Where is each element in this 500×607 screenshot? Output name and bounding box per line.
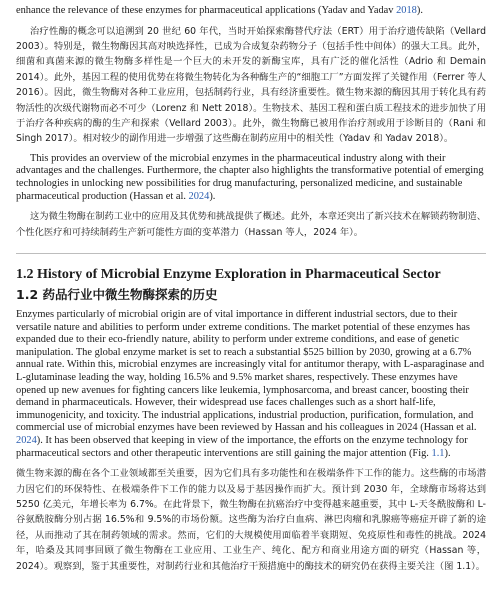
paragraph-zh-1: 治疗性酶的概念可以追溯到 20 世纪 60 年代，当时开始探索酶替代疗法（ERT）用于治疗遗传缺陷（Vellard 2003）。特别是，微生物酶因其高对映选择性，已成为合成复杂药物分子（包括手性中间体）的强大工具。此外，细菌和真菌来源的微生物酶多样性是一个巨大的未开发的新酶宝库，具有广泛的催化活性（Adrio 和 Demain 2014）。此外，基因工程的使用优势在将微生物转化为各种酶生产的“细胞工厂”方面发挥了关键作用（Ferrer 等人 2016）。因此，微生物酶对各种工业应用，包括制药行业，具有经济重要性。微生物来源的酶因其用于转化具有药物活性的次级代谢物而必不可少（Lorenz 和 Nett 2018）。生物技术、基因工程和蛋白质工程技术的进步加快了用于治疗各种疾病的酶的生产和探索（Vellard 2003）。此外，微生物酶已被用作治疗剂或用于诊断目的（Rani 和 Singh 2017）。相对较少的副作用进一步增强了这些酶在制药应用中的相关性（Yadav 和 Yadav 2018）。 — [16, 25, 486, 145]
section-heading-en: 1.2 History of Microbial Enzyme Exploration in Pharmaceutical Sector — [16, 267, 441, 283]
figure-link[interactable]: 1.1 — [431, 447, 445, 459]
paragraph-text-mid: ). It has been observed that keeping in view of the importance, the efforts on the enzyme technology for pharmaceutical sectors and other therapeutic interventions are still gaining the major attention (Fig. — [16, 434, 468, 459]
section-divider — [16, 253, 486, 254]
paragraph-text-end: ). — [209, 190, 216, 202]
paragraph-en-top — [16, 5, 486, 18]
citation-link[interactable]: 2024 — [16, 434, 37, 446]
paragraph-text-end: ). — [444, 447, 451, 459]
paragraph-text: enhance the relevance of these enzymes for pharmaceutical applications (Yadav and Yadav — [16, 5, 397, 16]
paragraph-zh-2: 这为微生物酶在制药工业中的应用及其优势和挑战提供了概述。此外，本章还突出了新兴技术在解锁药物制造、个性化医疗和可持续制药生产新可能性方面的变革潜力（Hassan 等人，2024 年）。 — [16, 211, 486, 238]
paragraph-text: Enzymes particularly of microbial origin are of vital importance in different industrial sectors, due to their versatile nature and abilities to perform under extreme conditions. The market potential of these enzymes has expanded due to their eco-friendly nature, ability to perform under extreme conditions, and ease of genetic manipulation. The global enzyme market is set to reach a substantial $525 billion by 2030, growing at a 6.7% annual rate. Within this, microbial enzymes are increasingly vital for antitumor therapy, with L-asparaginase and L-glutaminase leading the way, holding 16.5% and 9.5% market shares, respectively. These enzymes have opened up new avenues for fighting cancers like leukemia, lymphosarcoma, and breast cancer, boosting their demand in pharmaceuticals. However, their widespread use faces challenges such as a short half-life, immunogenicity, and toxicity. The industrial applications, industrial production, purification, formulation, and commercial use of microbial enzymes have been reviewed by Hassan and his colleagues in 2024 (Hassan et al. — [16, 309, 485, 434]
paragraph-text: This provides an overview of the microbial enzymes in the pharmaceutical industry along with their advantages and the challenges. Furthermore, the chapter also highlights the transformative potential of emerging technologies in unlocking new possibilities for drug manufacturing, personalized medicine, and sustainable pharmaceutical production (Hassan et al. — [16, 152, 484, 202]
citation-link[interactable]: 2018 — [396, 5, 417, 16]
paragraph-zh-3: 微生物来源的酶在各个工业领域都至关重要，因为它们具有多功能性和在极端条件下工作的能力。这些酶的市场潜力因它们的环保特性、在极端条件下工作的能力以及易于基因操作而扩大。预计到 2030 年，全球酶市场将达到 5250 亿美元，年增长率为 6.7%。在此背景下，微生物酶在抗癌治疗中变得越来越重要，其中 L-天冬酰胺酶和 L-谷氨酰胺酶分别占据 16.5%和 9.5%的市场份额。这些酶为治疗白血病、淋巴肉瘤和乳腺癌等癌症开辟了新的途径，从而推动了其在制药领域的需求。然而，它们的大规模使用面临着半衰期短、免疫原性和毒性的挑战。2024 年，哈桑及其同事回顾了微生物酶在工业应用、工业生产、纯化、配方和商业用途方面的研究（Hassan 等，2024）。观察到，鉴于其重要性，对制药行业和其他治疗干预措施中的酶技术的研究仍在获得主要关注（图 1.1）。 — [16, 468, 486, 572]
section-heading-zh: 1.2 药品行业中微生物酶探索的历史 — [16, 287, 218, 303]
paragraph-en-2 — [16, 153, 486, 203]
paragraph-en-3 — [16, 309, 486, 460]
citation-link[interactable]: 2024 — [188, 190, 210, 202]
paragraph-text-end: ). — [416, 5, 423, 16]
